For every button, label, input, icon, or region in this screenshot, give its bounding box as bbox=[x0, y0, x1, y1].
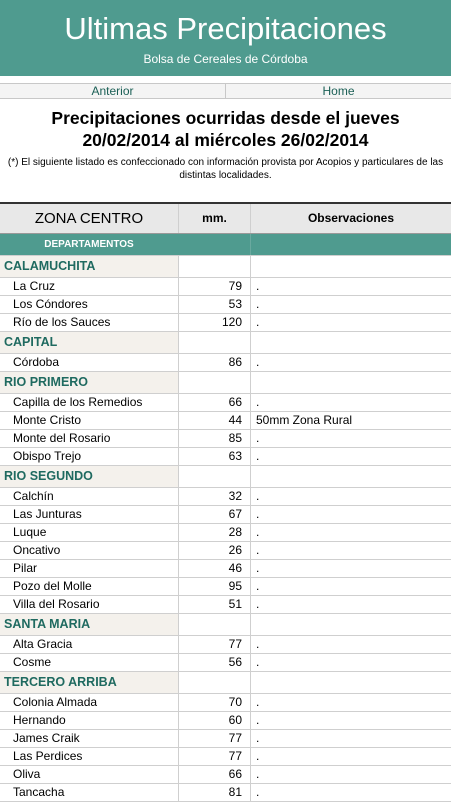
anterior-link[interactable]: Anterior bbox=[91, 84, 134, 98]
department-row bbox=[0, 256, 451, 278]
table-row bbox=[0, 296, 451, 314]
locality-name: James Craik bbox=[13, 731, 80, 745]
locality-name: Río de los Sauces bbox=[13, 315, 111, 329]
table-row bbox=[0, 636, 451, 654]
home-link[interactable]: Home bbox=[225, 84, 451, 98]
locality-name: La Cruz bbox=[13, 279, 56, 293]
table-row bbox=[0, 712, 451, 730]
department-row bbox=[0, 372, 451, 394]
table-row bbox=[0, 542, 451, 560]
rainfall-mm: 66 bbox=[178, 394, 250, 411]
table-row bbox=[0, 748, 451, 766]
locality-name: Calchín bbox=[13, 489, 54, 503]
department-mm-empty bbox=[178, 256, 250, 277]
department-row bbox=[0, 466, 451, 488]
rainfall-mm: 77 bbox=[178, 730, 250, 747]
observation: . bbox=[250, 394, 451, 411]
rainfall-mm: 95 bbox=[178, 578, 250, 595]
table-row bbox=[0, 524, 451, 542]
rainfall-mm: 67 bbox=[178, 506, 250, 523]
table-header-row bbox=[0, 204, 451, 234]
rainfall-mm: 63 bbox=[178, 448, 250, 465]
table-row bbox=[0, 314, 451, 332]
rainfall-mm: 86 bbox=[178, 354, 250, 371]
observation: . bbox=[250, 488, 451, 505]
department-name: CALAMUCHITA bbox=[4, 259, 96, 273]
observation: . bbox=[250, 636, 451, 653]
rainfall-mm: 44 bbox=[178, 412, 250, 429]
rainfall-mm: 66 bbox=[178, 766, 250, 783]
department-obs-empty bbox=[250, 614, 451, 635]
observation: . bbox=[250, 654, 451, 671]
observation: . bbox=[250, 448, 451, 465]
locality-name: Colonia Almada bbox=[13, 695, 98, 709]
table-row bbox=[0, 694, 451, 712]
locality-name: Cosme bbox=[13, 655, 52, 669]
rainfall-mm: 81 bbox=[178, 784, 250, 801]
department-mm-empty bbox=[178, 332, 250, 353]
observation: . bbox=[250, 314, 451, 331]
department-name: SANTA MARIA bbox=[4, 617, 91, 631]
department-mm-empty bbox=[178, 672, 250, 693]
observation: . bbox=[250, 506, 451, 523]
departments-row bbox=[0, 234, 451, 256]
table-row bbox=[0, 766, 451, 784]
department-row bbox=[0, 672, 451, 694]
header-spacer bbox=[0, 76, 451, 83]
report-heading-line1: Precipitaciones ocurridas desde el jueves bbox=[51, 108, 400, 128]
table-row bbox=[0, 784, 451, 802]
rainfall-mm: 26 bbox=[178, 542, 250, 559]
zone-column-header: ZONA CENTRO bbox=[34, 210, 144, 227]
department-obs-empty bbox=[250, 372, 451, 393]
observation: . bbox=[250, 278, 451, 295]
rainfall-mm: 53 bbox=[178, 296, 250, 313]
nav-bar bbox=[0, 83, 451, 99]
locality-name: Córdoba bbox=[13, 355, 60, 369]
observation: . bbox=[250, 748, 451, 765]
table-row bbox=[0, 506, 451, 524]
department-obs-empty bbox=[250, 332, 451, 353]
observation: . bbox=[250, 730, 451, 747]
locality-name: Hernando bbox=[13, 713, 66, 727]
department-mm-empty bbox=[178, 466, 250, 487]
rainfall-mm: 77 bbox=[178, 636, 250, 653]
table-row bbox=[0, 448, 451, 466]
locality-name: Las Junturas bbox=[13, 507, 82, 521]
mm-column-header: mm. bbox=[178, 204, 250, 233]
department-obs-empty bbox=[250, 672, 451, 693]
rainfall-mm: 77 bbox=[178, 748, 250, 765]
table-row bbox=[0, 560, 451, 578]
table-row bbox=[0, 596, 451, 614]
locality-name: Las Perdices bbox=[13, 749, 83, 763]
observation: . bbox=[250, 430, 451, 447]
page-subtitle: Bolsa de Cereales de Córdoba bbox=[143, 52, 308, 66]
department-name: RIO PRIMERO bbox=[4, 375, 89, 389]
department-name: CAPITAL bbox=[4, 335, 58, 349]
table-row bbox=[0, 394, 451, 412]
department-mm-empty bbox=[178, 614, 250, 635]
report-note: (*) El siguiente listado es confeccionado con información provista por Acopios y particulares de las distintas localidades. bbox=[7, 157, 444, 181]
locality-name: Los Cóndores bbox=[13, 297, 88, 311]
observation: . bbox=[250, 542, 451, 559]
table-row bbox=[0, 278, 451, 296]
department-name: TERCERO ARRIBA bbox=[4, 675, 117, 689]
locality-name: Obispo Trejo bbox=[13, 449, 82, 463]
rainfall-mm: 70 bbox=[178, 694, 250, 711]
table-row bbox=[0, 578, 451, 596]
department-mm-empty bbox=[178, 372, 250, 393]
table-row bbox=[0, 730, 451, 748]
table-row bbox=[0, 430, 451, 448]
page-title: Ultimas Precipitaciones bbox=[64, 11, 387, 46]
rainfall-table bbox=[0, 202, 451, 802]
observation: . bbox=[250, 578, 451, 595]
table-row bbox=[0, 654, 451, 672]
department-name: RIO SEGUNDO bbox=[4, 469, 93, 483]
observation: . bbox=[250, 694, 451, 711]
locality-name: Alta Gracia bbox=[13, 637, 73, 651]
locality-name: Tancacha bbox=[13, 785, 65, 799]
department-row bbox=[0, 614, 451, 636]
departments-spacer bbox=[250, 234, 451, 255]
locality-name: Luque bbox=[13, 525, 47, 539]
rainfall-mm: 85 bbox=[178, 430, 250, 447]
rainfall-mm: 46 bbox=[178, 560, 250, 577]
table-row bbox=[0, 488, 451, 506]
rainfall-mm: 32 bbox=[178, 488, 250, 505]
rainfall-mm: 120 bbox=[178, 314, 250, 331]
locality-name: Pilar bbox=[13, 561, 38, 575]
observation: . bbox=[250, 784, 451, 801]
rainfall-mm: 56 bbox=[178, 654, 250, 671]
report-heading-line2: 20/02/2014 al miércoles 26/02/2014 bbox=[82, 130, 369, 150]
rainfall-mm: 51 bbox=[178, 596, 250, 613]
observation: . bbox=[250, 560, 451, 577]
report-heading bbox=[0, 99, 451, 151]
observation: . bbox=[250, 296, 451, 313]
locality-name: Oncativo bbox=[13, 543, 61, 557]
observation: . bbox=[250, 596, 451, 613]
locality-name: Villa del Rosario bbox=[13, 597, 100, 611]
department-row bbox=[0, 332, 451, 354]
department-obs-empty bbox=[250, 256, 451, 277]
locality-name: Oliva bbox=[13, 767, 41, 781]
observation: . bbox=[250, 766, 451, 783]
observations-column-header: Observaciones bbox=[250, 204, 451, 233]
locality-name: Monte del Rosario bbox=[13, 431, 111, 445]
rainfall-mm: 28 bbox=[178, 524, 250, 541]
departments-spacer bbox=[178, 234, 250, 255]
observation: . bbox=[250, 712, 451, 729]
locality-name: Pozo del Molle bbox=[13, 579, 92, 593]
locality-name: Monte Cristo bbox=[13, 413, 82, 427]
table-row bbox=[0, 412, 451, 430]
observation: . bbox=[250, 354, 451, 371]
table-row bbox=[0, 354, 451, 372]
rainfall-mm: 79 bbox=[178, 278, 250, 295]
observation: 50mm Zona Rural bbox=[250, 412, 451, 429]
page-header bbox=[0, 0, 451, 76]
rainfall-mm: 60 bbox=[178, 712, 250, 729]
departments-label: DEPARTAMENTOS bbox=[44, 239, 134, 250]
observation: . bbox=[250, 524, 451, 541]
department-obs-empty bbox=[250, 466, 451, 487]
locality-name: Capilla de los Remedios bbox=[13, 395, 143, 409]
